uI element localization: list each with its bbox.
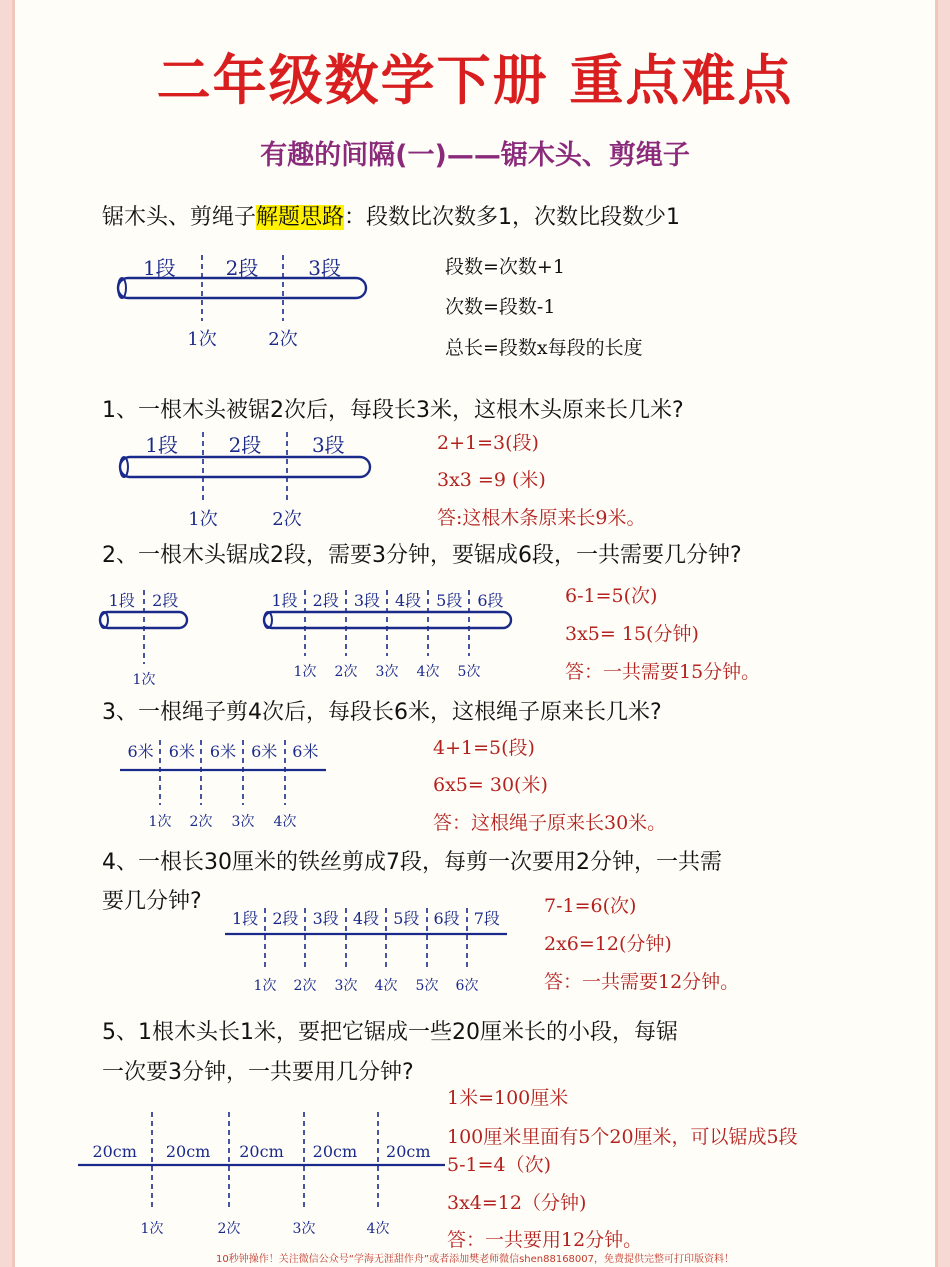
problem-4-segment-label: 3段 (312, 909, 339, 928)
problem-2-large-segment-label: 4段 (394, 591, 422, 610)
problem-5-answer-3: 5-1=4（次) (447, 1154, 552, 1176)
problem-2-large-cut-label: 4次 (416, 664, 440, 680)
problem-4-cut-label: 1次 (253, 978, 277, 994)
problem-2-question: 2、一根木头锯成2段，需要3分钟，要锯成6段，一共需要几分钟? (102, 543, 742, 568)
problem-5-question-line1: 5、1根木头长1米，要把它锯成一些20厘米长的小段，每锯 (102, 1020, 678, 1045)
intro-segment-label: 3段 (308, 256, 342, 280)
problem-2-large-segment-label: 5段 (436, 591, 463, 610)
intro-highlight: 解题思路 (256, 205, 345, 230)
problem-2-answer-1: 6-1=5(次) (565, 585, 658, 607)
problem-1-log-body (120, 457, 370, 477)
problem-4-segment-label: 1段 (232, 909, 259, 928)
problem-1-segment-label: 1段 (145, 433, 179, 457)
intro-segment-label: 2段 (225, 256, 259, 280)
intro-cut-label: 2次 (268, 329, 298, 350)
problem-1-question: 1、一根木头被锯2次后，每段长3米，这根木头原来长几米? (102, 398, 684, 423)
problem-4-segment-label: 4段 (352, 909, 380, 928)
page-subtitle: 有趣的间隔(一)——锯木头、剪绳子 (260, 140, 690, 171)
intro-formula-2: 次数=段数-1 (445, 296, 556, 318)
problem-2-small-segment-label: 1段 (108, 591, 135, 610)
problem-3-segment-label: 6米 (127, 742, 154, 761)
problem-3-cut-label: 2次 (189, 814, 213, 830)
problem-4-answer-2: 2x6=12(分钟) (544, 933, 672, 955)
problem-3-answer-3: 答：这根绳子原来长30米。 (433, 812, 667, 834)
problem-5-answer-2: 100厘米里面有5个20厘米，可以锯成5段 (447, 1126, 798, 1148)
problem-4-cut-label: 3次 (334, 978, 358, 994)
footer-note: 10秒钟操作！关注微信公众号“学海无涯甜作舟”或者添加樊老师微信shen88168007，免费提供完整可打印版资料！ (215, 1254, 735, 1265)
problem-2-large-segment-label: 6段 (477, 591, 504, 610)
problem-5-cut-label: 3次 (292, 1221, 316, 1237)
intro-cut-label: 1次 (187, 329, 217, 350)
intro-formula-3: 总长=段数x每段的长度 (445, 337, 643, 359)
problem-5-answer-5: 答：一共要用12分钟。 (447, 1229, 643, 1251)
problem-5-cut-label: 2次 (217, 1221, 241, 1237)
problem-2-large-segment-label: 3段 (353, 591, 381, 610)
problem-5-cut-label: 4次 (366, 1221, 390, 1237)
problem-4-cut-label: 5次 (415, 978, 439, 994)
problem-2-answer-3: 答：一共需要15分钟。 (565, 661, 761, 683)
problem-4-question-line2: 要几分钟? (102, 889, 202, 914)
problem-2-small-segment-label: 2段 (152, 591, 179, 610)
problem-1-cut-label: 2次 (272, 509, 302, 530)
problem-5-answer-1: 1米=100厘米 (447, 1087, 569, 1109)
problem-1-answer-1: 2+1=3(段) (437, 432, 539, 454)
intro-segment-label: 1段 (142, 256, 176, 280)
intro-formula-1: 段数=次数+1 (445, 256, 565, 278)
problem-4-cut-label: 4次 (374, 978, 398, 994)
problem-1-segment-label: 2段 (228, 433, 262, 457)
problem-4-segment-label: 7段 (473, 909, 500, 928)
problem-2-large-cut-label: 5次 (457, 664, 481, 680)
problem-3-cut-label: 3次 (231, 814, 255, 830)
problem-4-cut-label: 2次 (293, 978, 317, 994)
problem-3-cut-label: 4次 (273, 814, 297, 830)
problem-1-cut-label: 1次 (188, 509, 218, 530)
problem-1-answer-2: 3x3 =9 (米) (437, 469, 546, 491)
page-title: 二年级数学下册 重点难点 (156, 49, 794, 112)
problem-2-large-segment-label: 2段 (312, 591, 339, 610)
problem-4-answer-1: 7-1=6(次) (544, 895, 637, 917)
problem-2-large-cut-label: 2次 (334, 664, 358, 680)
intro-suffix: ：段数比次数多1，次数比段数少1 (344, 205, 681, 230)
problem-5-question-line2: 一次要3分钟，一共要用几分钟? (102, 1060, 414, 1085)
intro-log-body (118, 278, 366, 298)
problem-4-question-line1: 4、一根长30厘米的铁丝剪成7段，每剪一次要用2分钟，一共需 (102, 850, 722, 875)
problem-5-answer-4: 3x4=12（分钟) (447, 1192, 587, 1214)
problem-4-segment-label: 6段 (433, 909, 460, 928)
problem-2-answer-2: 3x5= 15(分钟) (565, 623, 699, 645)
intro-prefix: 锯木头、剪绳子 (102, 205, 257, 230)
problem-3-answer-1: 4+1=5(段) (433, 737, 535, 759)
problem-3-segment-label: 6米 (251, 742, 278, 761)
problem-5-segment-label: 20cm (312, 1142, 358, 1161)
problem-2-large-cut-label: 1次 (293, 664, 317, 680)
problem-2-large-segment-label: 1段 (271, 591, 298, 610)
problem-2-small-cut-label: 1次 (132, 672, 156, 688)
problem-3-question: 3、一根绳子剪4次后，每段长6米，这根绳子原来长几米? (102, 700, 662, 725)
problem-4-segment-label: 5段 (393, 909, 420, 928)
problem-4-segment-label: 2段 (272, 909, 299, 928)
problem-3-segment-label: 6米 (168, 742, 195, 761)
problem-4-answer-3: 答：一共需要12分钟。 (544, 971, 740, 993)
problem-3-segment-label: 6米 (209, 742, 237, 761)
problem-5-segment-label: 20cm (92, 1142, 137, 1161)
problem-3-answer-2: 6x5= 30(米) (433, 774, 548, 796)
problem-3-cut-label: 1次 (148, 814, 172, 830)
problem-5-segment-label: 20cm (239, 1142, 284, 1161)
problem-5-segment-label: 20cm (165, 1142, 211, 1161)
problem-4-cut-label: 6次 (455, 978, 479, 994)
problem-3-segment-label: 6米 (292, 742, 319, 761)
problem-5-cut-label: 1次 (140, 1221, 164, 1237)
problem-5-segment-label: 20cm (386, 1142, 431, 1161)
problem-1-answer-3: 答:这根木条原来长9米。 (437, 507, 646, 529)
problem-2-large-cut-label: 3次 (375, 664, 399, 680)
problem-1-segment-label: 3段 (311, 433, 345, 457)
